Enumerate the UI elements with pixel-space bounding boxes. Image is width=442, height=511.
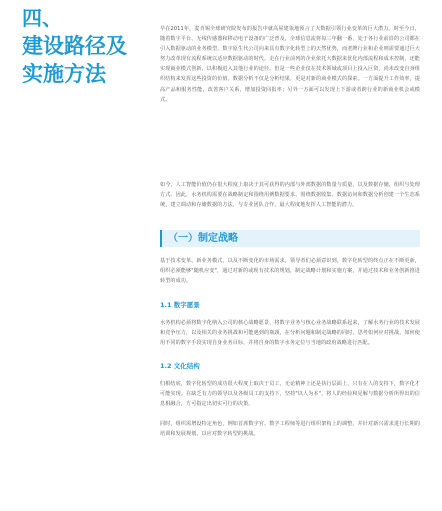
section-title: （一）制定战略 [168, 233, 238, 245]
body-paragraph-3: 基于技术变革、新业务模式，以及不断变化的市场需求，领导者们必须意识到，数字化转型的终点正在不断更新，组织必须能够"随机应变"，通过对新的或现有技术的规划，制定战略计划和实施方案，并通过技术和业务创新推进转型的成功。 [160, 258, 420, 285]
body-paragraph-6: 同时，组织需增设特定角色，例如首席数字官、数字工程师等进行组织架构上的调整，并针对新兴需求进行长期的培训和发展规划，以应对数字转型的挑战。 [160, 421, 420, 438]
body-paragraph-1: 早在2011年，麦肯锡全球研究院发布的报告中就高屋建瓴地预言了大数据引领行业变革的巨大潜力。时至今日，随着数字平台、无线传感器和移动电子设备的广泛普及，全球信息流将每三年翻一番，处于各行业前沿的公司都在引入数据驱动的业务模型。数字原生代公司向来具有数字化转型上的天然优势，而老牌行业和企业则需要通过巨大努力改革现有流程系统以适应数据驱动的时代。走在行业前列的企业依托大数据来优化内部流程和成本控制，还能实现商业模式创新，以积极进入其他行业的途径。但是一些企业仅在技术领域或项目上投入巨资，尚未改变自身组织结构来发挥这些投资的价值。数据分析不仅是分析结果，更是对新的商业模式的探索。一方面提升工作效率，提高产品和服务性能，改善客户关系，增加投资回报率；另外一方面可以发现上下游或者跨行业的新商业机会或模式。 [160, 26, 420, 103]
chapter-title-line1: 建设路径及 [22, 34, 127, 58]
body-paragraph-4: 水务机构必须将数字化纳入公司的核心战略愿景，将数字业务与核心业务战略联系起来，了解水务行业的技术发展和竞争压力，以及相关的业务挑战和可能遇到的瓶颈，在分析问题和制定战略的同时，思考如何应对挑战，如何使用不同的数字手段实现自身业务目标，并将自身的数字水务定位与当地的政府战略进行匹配。 [160, 319, 420, 346]
section-heading-bar [160, 230, 420, 247]
body-paragraph-5: 归根结底，数字化转型的成功很大程度上取决于员工，无论精神上还是执行层面上，只有在人的支持下，数字化才可能实现。在缺乏有力的领导以及各级员工的支持下，坚持"以人为本"，将人的经验和见解与数据分析所得出的信息相融合，方可指定出切实可行的决策。 [160, 380, 420, 408]
subsection-title: 数字愿景 [173, 300, 200, 309]
chapter-heading [22, 4, 142, 88]
subsection-number: 1.1 [160, 300, 172, 309]
chapter-title-line2: 实施方法 [22, 62, 106, 86]
subsection-heading-2 [160, 361, 420, 371]
main-content [160, 24, 420, 439]
subsection-title: 文化结构 [173, 361, 200, 370]
chapter-number: 四、 [22, 6, 62, 30]
body-paragraph-2: 如今，人工智能价值仍在很大程度上取决于其可获得的内部与外部数据的数量与质量，以及数据存储、组织与处理方式。因此，水务机构需要在战略制定和围绕用例数据要求、围绕数据收集、数据访问和数据分析创建一个生态系统，建立调动和存储数据的方法，与专业团队合作，最大程度地发挥人工智能的潜力。 [160, 182, 420, 209]
subsection-heading-1 [160, 300, 420, 310]
subsection-number: 1.2 [160, 361, 172, 370]
